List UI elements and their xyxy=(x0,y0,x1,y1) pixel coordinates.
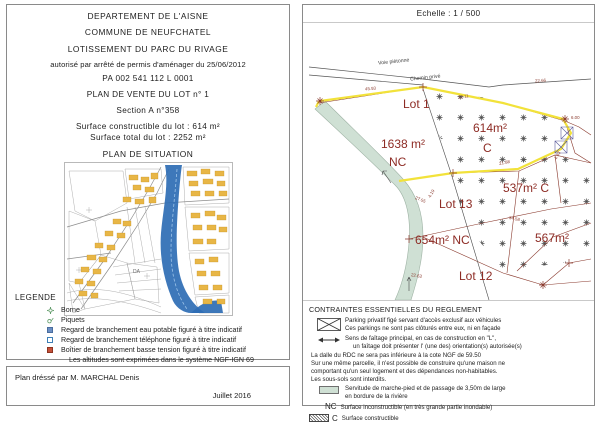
green-strip-swatch-icon xyxy=(313,385,345,394)
hatched-swatch-icon xyxy=(309,414,329,422)
dimension-label: 21.88 xyxy=(498,158,511,167)
parking-line-2: Ces parkings ne sont pas clôturés entre eux, ni en façade xyxy=(345,324,501,332)
crossed-box-icon xyxy=(313,317,345,331)
sale-plan-lot-number: PLAN DE VENTE DU LOT n° 1 xyxy=(86,90,210,100)
lot-label-lot12: Lot 12 xyxy=(459,269,493,283)
c-label: Surface constructible xyxy=(341,414,399,422)
telephone-connection-square-icon xyxy=(39,337,61,343)
lot-label-lot1: Lot 1 xyxy=(403,97,430,111)
situation-plan-svg xyxy=(65,163,232,315)
legend-label: Boîtier de branchement basse tension figuré à titre indicatif xyxy=(61,346,246,354)
legend-item-telephone xyxy=(39,335,281,345)
buildable-area-537: 537m² C xyxy=(503,181,550,195)
section-reference: Section A n°358 xyxy=(116,106,180,116)
ridge-line-1: Sens de faîtage principal, en cas de construction en "L", xyxy=(345,335,497,343)
dimension-label: 22.66 xyxy=(534,77,547,84)
permit-number: PA 002 541 112 L 0001 xyxy=(102,73,194,83)
permit-authorization-line: autorisé par arrêté de permis d'aménager du 25/06/2012 xyxy=(50,59,246,69)
legend-block xyxy=(15,293,281,364)
legend-label: Regard de branchement téléphone figuré à titre indicatif xyxy=(61,336,237,344)
legend-title: LEGENDE xyxy=(15,293,57,302)
buildable-zone-c-614: C xyxy=(483,141,492,155)
dimension-label: 4.19 xyxy=(426,188,436,199)
buildable-area: Surface constructible du lot : 614 m² xyxy=(75,122,220,132)
legend-label: Regard de branchement eau potable figuré à titre indicatif xyxy=(61,326,243,334)
buildable-area-614: 614m² xyxy=(473,121,508,135)
plan-date: Juillet 2016 xyxy=(212,391,251,400)
servitude-line-1: Servitude de marche-pied et de passage de 3,50m de large xyxy=(345,385,506,393)
constraints-block xyxy=(303,300,594,423)
dimension-label: 4.93 xyxy=(552,150,562,161)
parking-line-1: Parking privatif figé servant d'accès exclusif aux véhicules xyxy=(345,317,502,324)
note-line-4: Les sous-sols sont interdits. xyxy=(311,376,387,384)
commune-title: COMMUNE DE NEUFCHATEL xyxy=(84,27,212,38)
dimension-label: 6.00 xyxy=(571,115,580,120)
scale-label: Echelle : 1 / 500 xyxy=(416,9,481,18)
legend-item-piquets xyxy=(39,315,281,325)
constraint-servitude xyxy=(313,385,594,400)
legend-item-water xyxy=(39,325,281,335)
right-panel xyxy=(302,4,595,423)
note-line-2: Sur une même parcelle, il n'est possible de construire qu'une maison ne xyxy=(311,360,506,368)
dimension-label: 32.11 xyxy=(457,93,469,100)
dimension-label: 45.93 xyxy=(364,85,377,92)
author-block xyxy=(6,366,290,406)
dimension-label: 34.58 xyxy=(508,214,521,223)
dimension-label: 22.63 xyxy=(410,272,423,279)
ridge-line-2: un faîtage doit présenter l' (une des) orientation(s) autorisée(s) xyxy=(353,342,522,350)
lot-zone-nc-lot1: NC xyxy=(389,155,407,169)
constraint-c xyxy=(309,414,594,423)
department-title: DEPARTEMENT DE L'AISNE xyxy=(87,11,209,21)
legend-altitude-note: Les altitudes sont exprimées dans le système NGF-IGN 69 xyxy=(69,356,254,364)
road-label-pedestrian: Voie piétonne xyxy=(377,57,410,67)
lot-area-lot13: 654m² NC xyxy=(415,233,470,247)
situation-parcel-label: DA xyxy=(132,268,140,275)
piquet-icon xyxy=(39,317,61,324)
note-line-3: comportant qu'un seul logement et des dépendances non-habitables. xyxy=(311,368,498,376)
legend-item-borne xyxy=(39,305,281,315)
nc-tag: NC xyxy=(325,402,337,412)
dimension-label: 27.55 xyxy=(414,195,427,204)
cadastral-map xyxy=(303,23,594,300)
cadastral-map-svg xyxy=(303,23,594,300)
double-arrow-icon xyxy=(313,335,345,344)
situation-plan-title: PLAN DE SITUATION xyxy=(102,148,194,159)
legend-label: Piquets xyxy=(61,316,85,324)
borne-star-icon xyxy=(39,307,61,314)
buildable-area-567: 567m² xyxy=(535,231,570,245)
constraints-title: CONTRAINTES ESSENTIELLES DU REGLEMENT xyxy=(309,305,483,314)
servitude-line-2: en bordure de la rivière xyxy=(345,392,408,400)
low-voltage-box-icon xyxy=(39,347,61,353)
lot-area-lot1: 1638 m² xyxy=(381,137,426,151)
nc-label: Surface inconstructible (en très grande partie inondable) xyxy=(340,404,493,412)
lot-label-lot13: Lot 13 xyxy=(439,197,473,211)
constraint-notes xyxy=(311,352,594,384)
plan-author: Plan dréssé par M. MARCHAL Denis xyxy=(15,373,140,382)
scale-bar xyxy=(303,5,594,23)
water-connection-square-icon xyxy=(39,327,61,333)
total-area: Surface total du lot : 2252 m² xyxy=(90,132,206,142)
title-block xyxy=(7,5,289,159)
subdivision-title: LOTISSEMENT DU PARC DU RIVAGE xyxy=(67,43,229,54)
legend-label: Borne xyxy=(61,306,80,314)
note-line-1: La dalle du RDC ne sera pas inférieure à la cote NGF de 59.50 xyxy=(311,352,482,360)
c-tag: C xyxy=(332,413,338,423)
left-panel xyxy=(6,4,290,364)
constraint-ridge-direction xyxy=(313,335,594,350)
road-label-private: Chemin privé xyxy=(409,73,441,83)
constraint-parking xyxy=(313,317,594,332)
legend-item-low-voltage xyxy=(39,345,281,355)
constraint-nc xyxy=(325,402,594,412)
